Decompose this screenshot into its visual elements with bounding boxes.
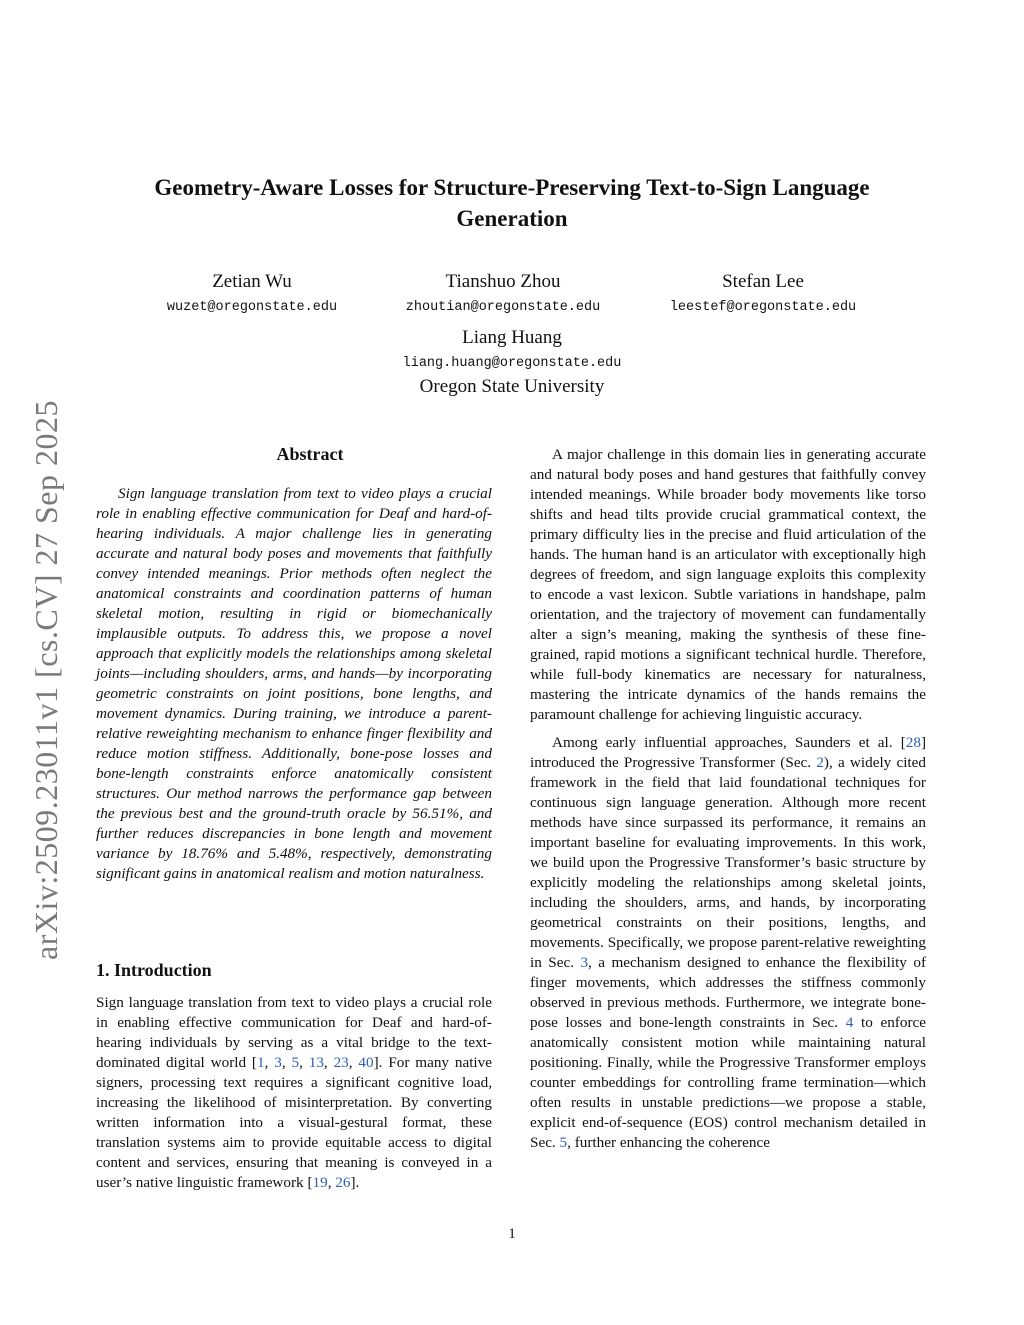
citation-link[interactable]: 23 — [333, 1054, 349, 1071]
affiliation: Oregon State University — [419, 376, 605, 397]
author-name: Liang Huang — [462, 327, 562, 348]
right-column — [530, 445, 926, 1153]
author-name: Tianshuo Zhou — [445, 271, 561, 292]
body-text: , further enhancing the coherence — [567, 1134, 770, 1151]
citation-link[interactable]: 28 — [905, 734, 921, 751]
body-text: , a mechanism designed to enhance the flexibility of finger movements, which addresses the stiffness commonly observed in previous methods. Furthermore, we integrate bone-pose losses and bone-length constraints in Sec. — [530, 954, 926, 1031]
author-name: Zetian Wu — [212, 271, 292, 292]
body-text: ]. — [350, 1174, 360, 1191]
intro-paragraph — [530, 733, 926, 1153]
section-reference-link[interactable]: 3 — [580, 954, 589, 971]
citation-link[interactable]: 1 — [256, 1054, 265, 1071]
arxiv-identifier: arXiv:2509.23011v1 [cs.CV] 27 Sep 2025 — [28, 400, 64, 960]
intro-paragraph: A major challenge in this domain lies in generating accurate and natural body poses and hand gestures that faithfully convey intended meanings. While broader body movements like torso shifts and head tilts provide crucial grammatical context, the primary difficulty lies in the precise and fluid articulation of the hands. The human hand is an articulator with exceptionally high degrees of freedom, and sign language exploits this complexity to encode a vast lexicon. Subtle variations in handshape, palm orientation, and the trajectory of movement can fundamentally alter a sign’s meaning, making the synthesis of these fine-grained, rapid motions a significant technical hurdle. Therefore, while full-body kinematics are necessary for naturalness, mastering the intricate dynamics of the hands remains the paramount challenge for achieving linguistic accuracy. — [530, 446, 926, 723]
citation-link[interactable]: 19 — [312, 1174, 328, 1191]
body-text: ] introduced the Progressive Transformer (Sec. — [530, 734, 926, 771]
abstract-heading: Abstract — [276, 444, 344, 464]
author-name: Stefan Lee — [722, 271, 804, 292]
body-text: Sign language translation from text to video plays a crucial role in enabling effective communication for Deaf and hard-of-hearing individuals by serving as a vital bridge to the text-dominated digital world [ — [96, 994, 492, 1071]
author-email: liang.huang@oregonstate.edu — [402, 356, 622, 371]
page-number: 1 — [508, 1226, 516, 1242]
author-email: wuzet@oregonstate.edu — [166, 300, 338, 315]
intro-paragraph: Sign language translation from text to video plays a crucial role in enabling effective communication for Deaf and hard-of-hearing individuals by serving as a vital bridge to the text-dominated digital world [1, 3, 5, 13, 23, 40]. For many native signers, processing text requires a significant cognitive load, increasing the likelihood of misinterpretation. By converting written information into a visual-gestural format, these translation systems aim to provide equitable access to digital content and services, ensuring that meaning is conveyed in a user’s native linguistic framework [19, 26]. — [96, 994, 492, 1191]
section-reference-link[interactable]: 5 — [559, 1134, 568, 1151]
section-reference-link[interactable]: 4 — [845, 1014, 854, 1031]
author-email: leestef@oregonstate.edu — [669, 300, 857, 315]
citation-link[interactable]: 40 — [358, 1054, 374, 1071]
author-block — [650, 270, 876, 318]
author-block — [152, 270, 352, 318]
abstract-text: Sign language translation from text to video plays a crucial role in enabling effective communication for Deaf and hard-of-hearing individuals. A major challenge lies in generating accurate and natural body poses and movements that faithfully convey intended meanings. Prior methods often neglect the anatomical constraints and coordination patterns of human skeletal motion, resulting in rigid or biomechanically implausible outputs. To address this, we propose a novel approach that explicitly models the relationships among skeletal joints—including shoulders, arms, and hands—by incorporating geometric constraints on joint positions, bone lengths, and movement dynamics. During training, we introduce a parent-relative reweighting mechanism to enhance finger flexibility and reduce motion stiffness. Additionally, bone-pose losses and bone-length constraints enforce anatomically consistent structures. Our method narrows the performance gap between the previous best and the ground-truth oracle by 56.51%, and further reduces discrepancies in bone length and movement variance by 18.76% and 5.48%, respectively, demonstrating significant gains in anatomical realism and motion naturalness. — [96, 485, 492, 882]
paper-title: Geometry-Aware Losses for Structure-Preserving Text-to-Sign Language Generation — [154, 175, 870, 231]
body-text: Among early influential approaches, Saunders et al. [ — [552, 734, 906, 751]
citation-link[interactable]: 5 — [291, 1054, 300, 1071]
body-text: ), a widely cited framework in the field that laid foundational techniques for continuous sign language generation. Although more recent methods have since surpassed its performance, it remains an important baseline for evaluating improvements. In this work, we build upon the Progressive Transformer’s basic structure by explicitly modeling the relationships among skeletal joints, including the shoulders, arms, and hands, by incorporating geometrical constraints on their positions, lengths, and movements. Specifically, we propose parent-relative reweighting in Sec. — [530, 754, 926, 971]
section-heading-introduction: 1. Introduction — [96, 960, 212, 980]
citation-link[interactable]: 3 — [274, 1054, 282, 1071]
section-reference-link[interactable]: 2 — [816, 754, 824, 771]
citation-link[interactable]: 13 — [308, 1054, 324, 1071]
body-text: ]. For many native signers, processing text requires a significant cognitive load, increasing the likelihood of misinterpretation. By converting written information into a visual-gestural format, these translation systems aim to provide equitable access to digital content and services, ensuring that meaning is conveyed in a user’s native linguistic framework [ — [96, 1054, 492, 1191]
author-email: zhoutian@oregonstate.edu — [405, 300, 601, 315]
citation-link[interactable]: 26 — [335, 1174, 351, 1191]
author-block — [382, 326, 642, 374]
author-block — [388, 270, 618, 318]
body-text: to enforce anatomically consistent motion while maintaining natural positioning. Finally, while the Progressive Transformer employs counter embeddings for controlling frame termination—which often results in unstable predictions—we propose a stable, explicit end-of-sequence (EOS) control mechanism detailed in Sec. — [530, 1014, 926, 1151]
